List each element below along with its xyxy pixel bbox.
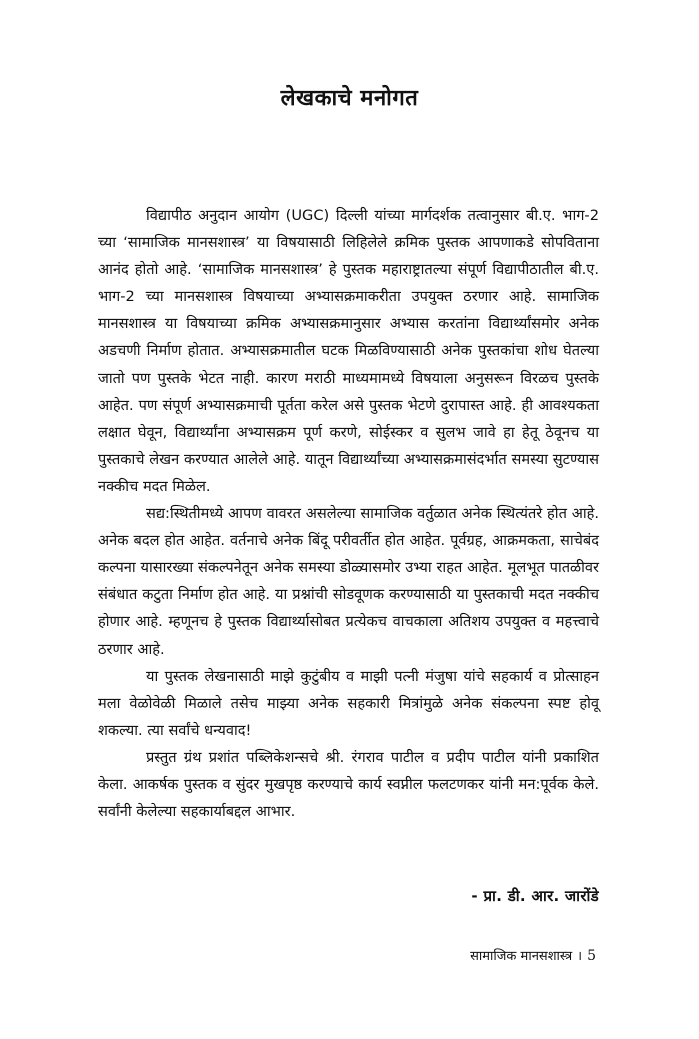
- paragraph-2: सद्य:स्थितीमध्ये आपण वावरत असलेल्या सामाजिक वर्तुळात अनेक स्थित्यंतरे होत आहे. अनेक बदल होत आहेत. वर्तनाचे अनेक बिंदू परीवर्तीत होत आहेत. पूर्वग्रह, आक्रमकता, साचेबंद कल्पना यासारख्या संकल्पनेतून अनेक समस्या डोळ्यासमोर उभ्या राहत आहेत. मूलभूत पातळीवर संबंधात कटुता निर्माण होत आहे. या प्रश्नांची सोडवूणक करण्यासाठी या पुस्तकाची मदत नक्कीच होणार आहे. म्हणूनच हे पुस्तक विद्यार्थ्यासोबत प्रत्येकच वाचकाला अतिशय उपयुक्त व महत्त्वाचे ठरणार आहे.: [98, 505, 599, 658]
- paragraph-4: प्रस्तुत ग्रंथ प्रशांत पब्लिकेशन्सचे श्री. रंगराव पाटील व प्रदीप पाटील यांनी प्रकाशित केला. आकर्षक पुस्तक व सुंदर मुखपृष्ठ करण्याचे कार्य स्वप्नील फलटणकर यांनी मन:पूर्वक केले. सर्वांनी केलेल्या सहकार्याबद्दल आभार.: [98, 748, 599, 821]
- page-number: 5: [587, 948, 596, 964]
- footer-separator: ।: [577, 949, 583, 964]
- preface-body: [98, 202, 599, 825]
- footer-book-title: सामाजिक मानसशास्त्र: [470, 949, 573, 964]
- paragraph-3: या पुस्तक लेखनासाठी माझे कुटुंबीय व माझी पत्नी मंजुषा यांचे सहकार्य व प्रोत्साहन मला वेळोवेळी मिळाले तसेच माझ्या अनेक सहकारी मित्रांमुळे अनेक संकल्पना स्पष्ट होवू शकल्या. त्या सर्वांचे धन्यवाद!: [98, 667, 599, 739]
- author-signature: - प्रा. डी. आर. जारोंडे: [471, 887, 599, 905]
- page-title: लेखकाचे मनोगत: [280, 86, 419, 111]
- page-footer: [470, 944, 596, 969]
- paragraph-1: विद्यापीठ अनुदान आयोग (UGC) दिल्ली यांच्या मार्गदर्शक तत्वानुसार बी.ए. भाग-2 च्या ‘सामाजिक मानसशास्त्र’ या विषयासाठी लिहिलेले क्रमिक पुस्तक आपणाकडे सोपविताना आनंद होतो आहे. ‘सामाजिक मानसशास्त्र’ हे पुस्तक महाराष्ट्रातल्या संपूर्ण विद्यापीठातील बी.ए. भाग-2 च्या मानसशास्त्र विषयाच्या अभ्यासक्रमाकरीता उपयुक्त ठरणार आहे. सामाजिक मानसशास्त्र या विषयाच्या क्रमिक अभ्यासक्रमानुसार अभ्यास करतांना विद्यार्थ्यांसमोर अनेक अडचणी निर्माण होतात. अभ्यासक्रमातील घटक मिळविण्यासाठी अनेक पुस्तकांचा शोध घेतल्या जातो पण पुस्तके भेटत नाही. कारण मराठी माध्यमामध्ये विषयाला अनुसरून विरळच पुस्तके आहेत. पण संपूर्ण अभ्यासक्रमाची पूर्तता करेल असे पुस्तक भेटणे दुरापास्त आहे. ही आवश्यकता लक्षात घेवून, विद्यार्थ्यांना अभ्यासक्रम पूर्ण करणे, सोईस्कर व सुलभ जावे हा हेतू ठेवूनच या पुस्तकाचे लेखन करण्यात आलेले आहे. यातून विद्यार्थ्यांच्या अभ्यासक्रमासंदर्भात समस्या सुटण्यास नक्कीच मदत मिळेल.: [98, 207, 599, 495]
